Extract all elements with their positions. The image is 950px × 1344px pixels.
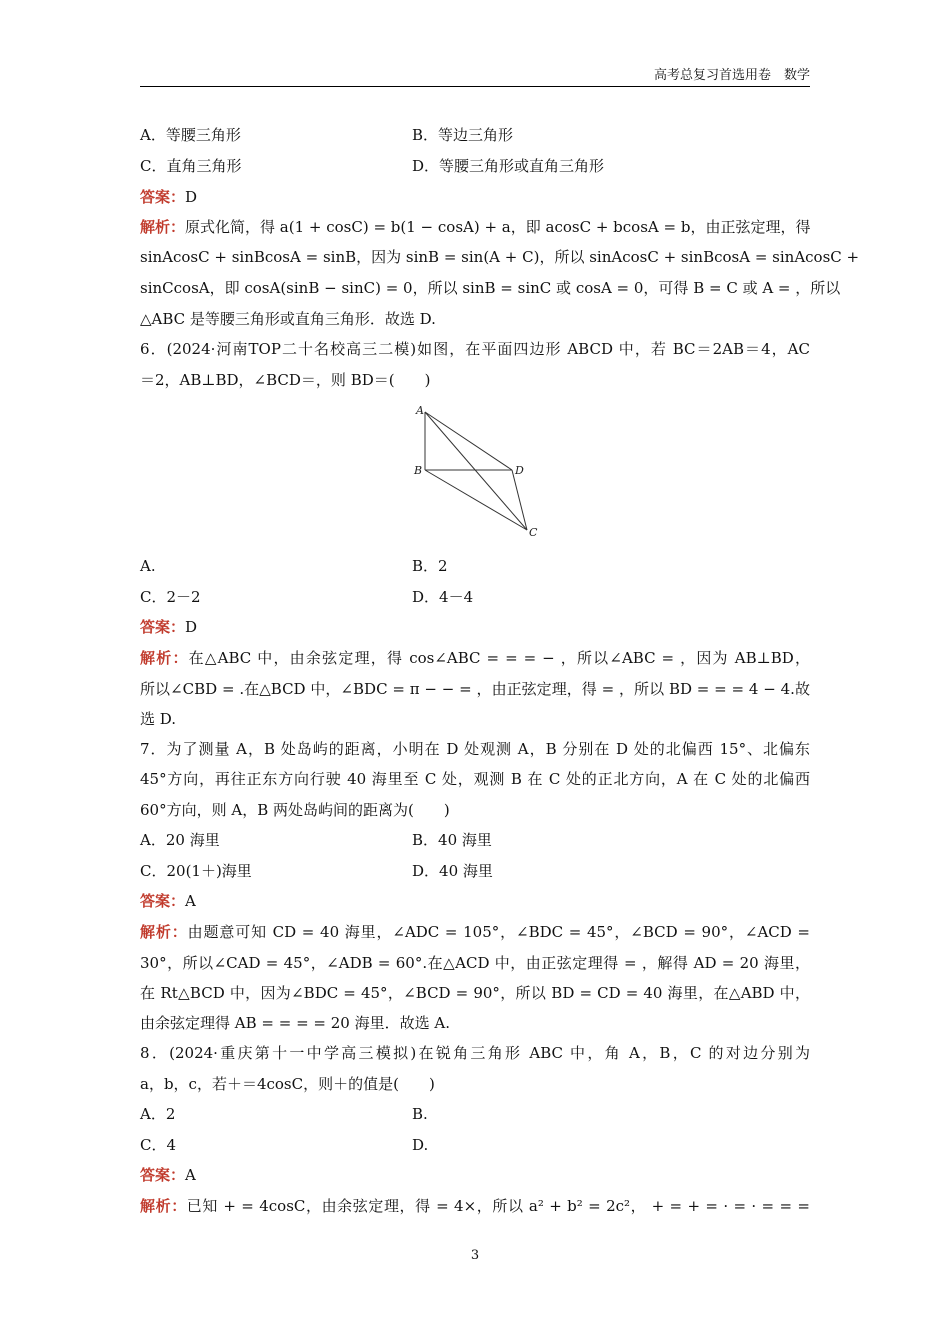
answer-value: A xyxy=(185,892,196,910)
q7-analysis-line-3: 在 Rt△BCD 中，因为∠BDC = 45°，∠BCD = 90°，所以 BD = CD = 40 海里，在△ABD 中， xyxy=(140,984,810,1002)
q6-answer xyxy=(140,616,810,638)
q8-answer xyxy=(140,1164,810,1186)
q8-option-a: A．2 xyxy=(140,1105,176,1123)
q7-option-b: B．40 海里 xyxy=(412,831,492,849)
q5-analysis-line-2: sinAcosC + sinBcosA = sinB，因为 sinB = sin(A + C)，所以 sinAcosC + sinBcosA = sinAcosC + xyxy=(140,248,860,266)
answer-label: 答案： xyxy=(140,892,186,910)
q8-stem-line-1: 8．(2024·重庆第十一中学高三模拟)在锐角三角形 ABC 中，角 A，B，C 的对边分别为 xyxy=(140,1044,810,1062)
q5-analysis-line-3: sinCcosA，即 cosA(sinB − sinC) = 0，所以 sinB = sinC 或 cosA = 0，可得 B = C 或 A = ，所以 xyxy=(140,279,841,297)
q6-option-a: A. xyxy=(140,557,156,575)
q7-analysis-line-4: 由余弦定理得 AB = = = = 20 海里．故选 A. xyxy=(140,1014,450,1032)
answer-label: 答案： xyxy=(140,1166,186,1184)
q8-option-c: C．4 xyxy=(140,1136,177,1154)
q6-option-d: D．4－4 xyxy=(412,588,474,606)
q6-analysis-line-1 xyxy=(140,647,810,669)
analysis-label: 解析： xyxy=(140,1197,187,1215)
quadrilateral-figure xyxy=(405,400,545,542)
q7-stem-line-1: 7．为了测量 A，B 处岛屿的距离，小明在 D 处观测 A，B 分别在 D 处的北偏西 15°、北偏东 xyxy=(140,740,810,758)
answer-label: 答案： xyxy=(140,618,186,636)
analysis-label: 解析： xyxy=(140,218,186,236)
answer-label: 答案： xyxy=(140,188,186,206)
analysis-text: 原式化简，得 a(1 + cosC) = b(1 − cosA) + a，即 acosC + bcosA = b，由正弦定理，得 xyxy=(185,218,811,236)
q6-stem-line-1: 6．(2024·河南TOP二十名校高三二模)如图，在平面四边形 ABCD 中，若 BC＝2AB＝4，AC xyxy=(140,340,810,358)
q6-analysis-line-2: 所以∠CBD = .在△BCD 中，∠BDC = π − − = ，由正弦定理，得 = ，所以 BD = = = 4 − 4.故 xyxy=(140,680,810,698)
label-a: A xyxy=(416,404,424,417)
q6-stem-line-2: ＝2，AB⊥BD，∠BCD＝，则 BD＝( ) xyxy=(140,371,431,389)
q5-analysis-line-4: △ABC 是等腰三角形或直角三角形．故选 D. xyxy=(140,310,436,328)
analysis-text: 由题意可知 CD = 40 海里，∠ADC = 105°，∠BDC = 45°，∠BCD = 90°，∠ACD = xyxy=(187,923,810,941)
header-title: 高考总复习首选用卷 数学 xyxy=(653,68,810,83)
analysis-text: 在△ABC 中，由余弦定理，得 cos∠ABC = = = − ，所以∠ABC = ，因为 AB⊥BD， xyxy=(188,649,810,667)
label-b: B xyxy=(414,464,423,477)
q5-option-a: A．等腰三角形 xyxy=(140,126,241,144)
analysis-label: 解析： xyxy=(140,923,188,941)
q7-option-d: D．40 海里 xyxy=(412,862,493,880)
q7-stem-line-3: 60°方向，则 A，B 两处岛屿间的距离为( ) xyxy=(140,801,450,819)
q8-stem-line-2: a，b，c，若＋＝4cosC，则＋的值是( ) xyxy=(140,1075,435,1093)
answer-value: A xyxy=(185,1166,196,1184)
q5-option-d: D．等腰三角形或直角三角形 xyxy=(412,157,605,175)
q8-analysis-line-1 xyxy=(140,1195,810,1217)
answer-value: D xyxy=(185,618,198,636)
q5-option-b: B．等边三角形 xyxy=(412,126,514,144)
page-number: 3 xyxy=(470,1248,480,1263)
label-d: D xyxy=(515,464,524,477)
q7-answer xyxy=(140,890,810,912)
q7-analysis-line-2: 30°，所以∠CAD = 45°，∠ADB = 60°.在△ACD 中，由正弦定理得 = ，解得 AD = 20 海里， xyxy=(140,954,810,972)
q6-option-b: B．2 xyxy=(412,557,448,575)
analysis-label: 解析： xyxy=(140,649,189,667)
segment-ac xyxy=(425,412,527,530)
segment-bc xyxy=(425,470,527,530)
q8-option-d: D. xyxy=(412,1136,429,1154)
q6-analysis-line-3: 选 D. xyxy=(140,710,177,728)
q7-option-c: C．20(1＋)海里 xyxy=(140,862,252,880)
page-header xyxy=(140,66,810,87)
label-c: C xyxy=(529,526,538,539)
answer-value: D xyxy=(185,188,198,206)
segment-ad xyxy=(425,412,512,470)
q7-analysis-line-1 xyxy=(140,921,810,943)
q5-analysis-line-1 xyxy=(140,216,810,238)
q6-option-c: C．2－2 xyxy=(140,588,201,606)
analysis-text: 已知 + = 4cosC，由余弦定理，得 = 4×，所以 a² + b² = 2c²， + = + = · = · = = = xyxy=(186,1197,810,1215)
q7-stem-line-2: 45°方向，再往正东方向行驶 40 海里至 C 处，观测 B 在 C 处的正北方向，A 在 C 处的北偏西 xyxy=(140,770,810,788)
q7-option-a: A．20 海里 xyxy=(140,831,220,849)
q5-answer xyxy=(140,186,810,208)
q5-option-c: C．直角三角形 xyxy=(140,157,242,175)
q8-option-b: B. xyxy=(412,1105,428,1123)
